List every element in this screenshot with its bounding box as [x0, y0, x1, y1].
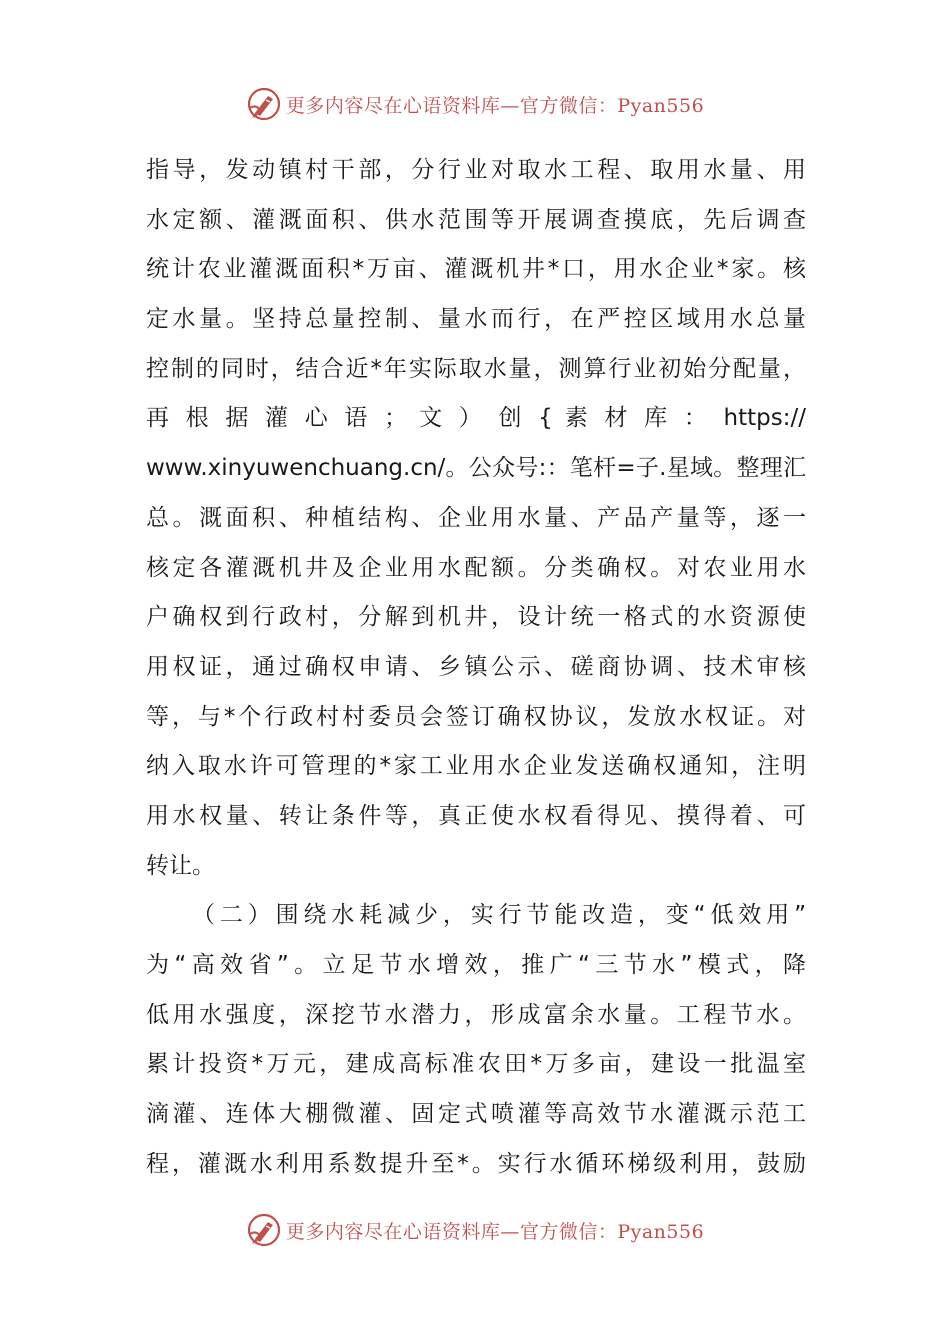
body-line: 转让。: [146, 852, 215, 879]
body-line: 户确权到行政村，分解到机井，设计统一格式的水资源使: [146, 604, 806, 631]
body-line: （二）围绕水耗减少，实行节能改造，变“低效用”: [192, 902, 806, 929]
body-line: 总。溉面积、种植结构、企业用水量、产品产量等，逐一: [146, 504, 806, 531]
header-banner-text: 更多内容尽在心语资料库—官方微信：Pyan556: [285, 94, 705, 117]
pen-nib-logo-icon: [246, 86, 282, 122]
footer-banner: [0, 1208, 950, 1252]
footer-banner-text: 更多内容尽在心语资料库—官方微信：Pyan556: [285, 1220, 705, 1243]
body-line: 滴灌、连体大棚微灌、固定式喷灌等高效节水灌溉示范工: [146, 1101, 806, 1128]
body-line: 再 根 据 灌 心 语 ； 文 ） 创 { 素 材 库 ： https://: [146, 405, 806, 432]
body-line: 指导，发动镇村干部，分行业对取水工程、取用水量、用: [146, 157, 806, 183]
body-line: 用水权量、转让条件等，真正使水权看得见、摸得着、可: [146, 802, 806, 829]
document-body: [146, 146, 806, 1189]
body-line: 用权证，通过确权申请、乡镇公示、磋商协调、技术审核: [146, 653, 806, 680]
body-line: 纳入取水许可管理的*家工业用水企业发送确权通知，注明: [146, 753, 806, 780]
body-line: 控制的同时，结合近*年实际取水量，测算行业初始分配量，: [146, 355, 806, 382]
body-line: www.xinyuwenchuang.cn/。公众号:：笔杆=子.星域。整理汇: [146, 455, 806, 482]
body-line: 核定各灌溉机井及企业用水配额。分类确权。对农业用水: [146, 554, 806, 581]
body-line: 水定额、灌溉面积、供水范围等开展调查摸底，先后调查: [146, 206, 806, 233]
pen-nib-logo-icon: [246, 1212, 282, 1248]
body-line: 定水量。坚持总量控制、量水而行，在严控区域用水总量: [146, 306, 806, 333]
body-line: 低用水强度，深挖节水潜力，形成富余水量。工程节水。: [146, 1001, 806, 1028]
body-line: 为“高效省”。立足节水增效，推广“三节水”模式，降: [146, 952, 806, 978]
body-line: 等，与*个行政村村委员会签订确权协议，发放水权证。对: [146, 703, 806, 730]
body-line: 程，灌溉水利用系数提升至*。实行水循环梯级利用，鼓励: [146, 1150, 806, 1177]
header-banner: [0, 82, 950, 126]
body-line: 统计农业灌溉面积*万亩、灌溉机井*口，用水企业*家。核: [146, 256, 806, 283]
body-line: 累计投资*万元，建成高标准农田*万多亩，建设一批温室: [146, 1051, 806, 1078]
